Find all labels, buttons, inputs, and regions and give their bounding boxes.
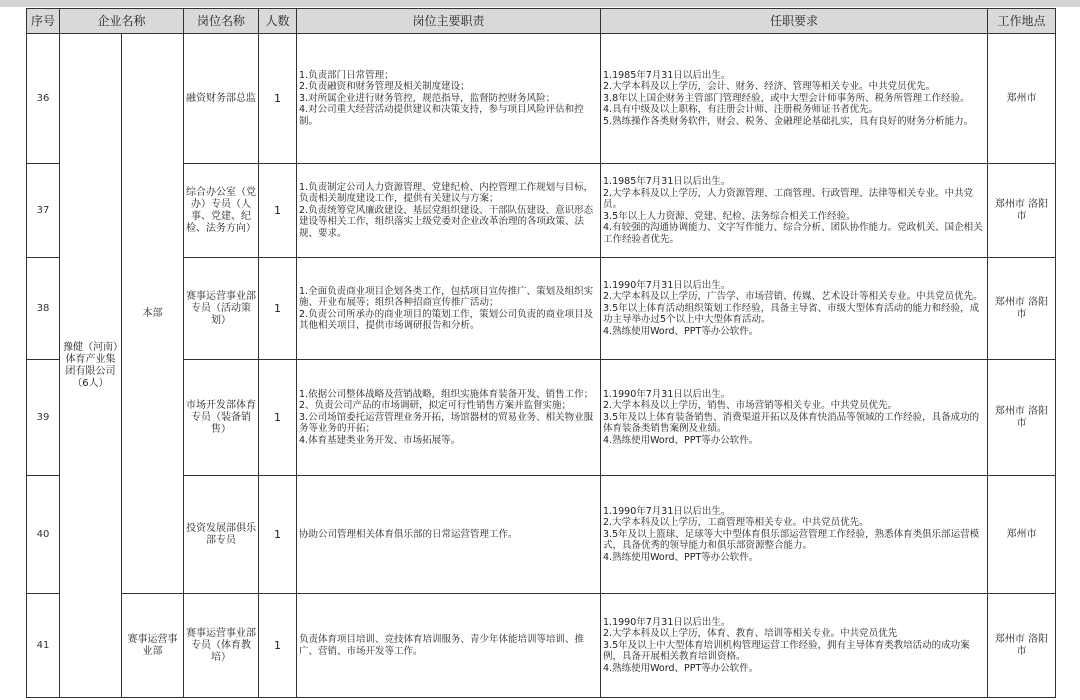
duty-line: 4.体育基建类业务开发、市场拓展等。 bbox=[299, 434, 461, 446]
requirement-line: 5.熟练操作各类财务软件，财会、税务、金融理论基础扎实，具有良好的财务分析能力。 bbox=[603, 115, 974, 127]
requirement-line: 2.大学本科及以上学历，体育、教育、培训等相关专业。中共党员优先 bbox=[603, 628, 898, 640]
requirement-line: 4.熟练使用Word、PPT等办公软件。 bbox=[603, 325, 759, 337]
duties-cell bbox=[297, 34, 601, 164]
duties-cell bbox=[297, 476, 601, 594]
requirements-cell bbox=[601, 258, 988, 360]
requirement-line: 1.1985年7月31日以后出生。 bbox=[603, 176, 731, 187]
count-cell: 1 bbox=[259, 476, 297, 594]
requirement-line: 4.熟练使用Word、PPT等办公软件。 bbox=[603, 662, 759, 674]
duty-line: 协助公司管理相关体育俱乐部的日常运营管理工作。 bbox=[299, 528, 518, 540]
requirement-line: 1.1985年7月31日以后出生。 bbox=[603, 69, 731, 81]
header-company: 企业名称 bbox=[60, 9, 184, 34]
header-row bbox=[27, 9, 1056, 34]
duty-line: 3.公司场馆委托运营管理业务开拓，场馆器材的贸易业务、相关物业服务等业务的开拓； bbox=[299, 411, 594, 435]
requirements-cell bbox=[601, 164, 988, 258]
requirement-line: 2.大学本科及以上学历，工商管理等相关专业。中共党员优先。 bbox=[603, 517, 869, 529]
header-duties: 岗位主要职责 bbox=[297, 9, 601, 34]
position-cell: 赛事运营事业部专员（体育教培） bbox=[184, 594, 259, 698]
department-main-cell: 本部 bbox=[122, 34, 184, 594]
count-cell: 1 bbox=[259, 594, 297, 698]
position-cell: 赛事运营事业部专员（活动策划） bbox=[184, 258, 259, 360]
seq-cell: 37 bbox=[27, 164, 60, 258]
requirement-line: 3.5年及以上中大型体育培训机构管理运营工作经验，拥有主导体育类教培活动的成功案例，具备开展相关教育培训资格。 bbox=[603, 639, 970, 663]
table-row bbox=[27, 34, 1056, 164]
requirements-cell bbox=[601, 360, 988, 476]
header-requirements: 任职要求 bbox=[601, 9, 988, 34]
requirement-line: 1.1990年7月31日以后出生。 bbox=[603, 616, 731, 628]
requirement-line: 2.大学本科及以上学历，会计、财务、经济、管理等相关专业。中共党员优先。 bbox=[603, 81, 936, 93]
header-count: 人数 bbox=[259, 9, 297, 34]
seq-cell: 40 bbox=[27, 476, 60, 594]
count-cell: 1 bbox=[259, 258, 297, 360]
duty-line: 3.对所属企业进行财务管控，规范指导，监督防控财务风险； bbox=[299, 92, 556, 104]
location-cell: 郑州市 洛阳市 bbox=[988, 164, 1056, 258]
location-cell: 郑州市 bbox=[988, 476, 1056, 594]
duties-cell bbox=[297, 594, 601, 698]
position-cell: 市场开发部体育专员（装备销售） bbox=[184, 360, 259, 476]
requirement-line: 2.大学本科及以上学历，人力资源管理、工商管理、行政管理、法律等相关专业。中共党员。 bbox=[603, 187, 974, 210]
duty-line: 1.全面负责商业项目企划各类工作，包括项目宣传推广、策划及组织实施、开业布展等；组织各种招商宣传推广活动； bbox=[299, 285, 594, 308]
requirement-line: 1.1990年7月31日以后出生。 bbox=[603, 505, 731, 517]
header-position: 岗位名称 bbox=[184, 9, 259, 34]
duty-line: 4.对公司重大经营活动提供建议和决策支持，参与项目风险评估和控制。 bbox=[299, 104, 584, 127]
count-cell: 1 bbox=[259, 360, 297, 476]
header-seq: 序号 bbox=[27, 9, 60, 34]
requirement-line: 3.5年以上人力资源、党建、纪检、法务综合相关工作经验。 bbox=[603, 210, 856, 222]
requirement-line: 1.1990年7月31日以后出生。 bbox=[603, 388, 731, 400]
seq-cell: 38 bbox=[27, 258, 60, 360]
top-bar bbox=[0, 0, 1080, 7]
company-name-cell: 豫健（河南）体育产业集团有限公司（6人） bbox=[60, 34, 122, 698]
requirement-line: 4.熟练使用Word、PPT等办公软件。 bbox=[603, 434, 759, 446]
position-cell: 融资财务部总监 bbox=[184, 34, 259, 164]
requirement-line: 3.5年以上体育活动组织策划工作经验，具备主导省、市级大型体育活动的能力和经验，成功主导举办过5个以上中大型体育活动。 bbox=[603, 302, 980, 326]
requirement-line: 2.大学本科及以上学历，销售、市场营销等相关专业。中共党员优先。 bbox=[603, 400, 898, 412]
requirement-line: 3.5年及以上体育装备销售、消费渠道开拓以及体育快消品等领域的工作经验，具备成功的体育装备类销售案例及业绩。 bbox=[603, 411, 980, 435]
duty-line: 1.负责部门日常管理； bbox=[299, 69, 394, 81]
count-cell: 1 bbox=[259, 34, 297, 164]
count-cell: 1 bbox=[259, 164, 297, 258]
duty-line: 2.负责公司所承办的商业项目的策划工作，策划公司负责的商业项目及其他相关项目，提供市场调研报告和分析。 bbox=[299, 308, 594, 331]
requirements-cell bbox=[601, 476, 988, 594]
location-cell: 郑州市 洛阳市 bbox=[988, 594, 1056, 698]
location-cell: 郑州市 洛阳市 bbox=[988, 258, 1056, 360]
requirement-line: 4.熟练使用Word、PPT等办公软件。 bbox=[603, 551, 759, 563]
duty-line: 2.负责统筹党风廉政建设、基层党组织建设、干部队伍建设、意识形态建设等相关工作，组织落实上级党委对企业改革治理的各项政策、法规、要求。 bbox=[299, 204, 594, 239]
department-events-cell: 赛事运营事业部 bbox=[122, 594, 184, 698]
requirement-line: 4.具有中级及以上职称，有注册会计师、注册税务师证书者优先。 bbox=[603, 104, 879, 116]
requirements-cell bbox=[601, 34, 988, 164]
duty-line: 2、负责公司产品的市场调研，拟定可行性销售方案并监督实施； bbox=[299, 400, 572, 412]
duty-line: 1.依据公司整体战略及营销战略，组织实施体育装备开发、销售工作； bbox=[299, 388, 594, 400]
seq-cell: 36 bbox=[27, 34, 60, 164]
seq-cell: 41 bbox=[27, 594, 60, 698]
location-cell: 郑州市 洛阳市 bbox=[988, 360, 1056, 476]
location-cell: 郑州市 bbox=[988, 34, 1056, 164]
position-cell: 综合办公室（党办）专员（人事、党建、纪检、法务方向） bbox=[184, 164, 259, 258]
requirement-line: 3.8年以上国企财务主管部门管理经验，或中大型会计师事务所、税务所管理工作经验。 bbox=[603, 92, 970, 104]
header-location: 工作地点 bbox=[988, 9, 1056, 34]
requirement-line: 3.5年及以上篮球、足球等大中型体育俱乐部运营管理工作经验，熟悉体育类俱乐部运营模式，具备优秀的领导能力和俱乐部资源整合能力。 bbox=[603, 528, 980, 552]
duty-line: 负责体育项目培训、竞技体育培训服务、青少年体能培训等培训、推广、营销、市场开发等工作。 bbox=[299, 634, 585, 657]
requirement-line: 2.大学本科及以上学历，广告学、市场营销、传媒、艺术设计等相关专业。中共党员优先。 bbox=[603, 291, 983, 303]
duty-line: 1.负责制定公司人力资源管理、党建纪检、内控管理工作规划与目标，负责相关制度建设工作，提供有关建议与方案； bbox=[299, 181, 594, 205]
duties-cell bbox=[297, 360, 601, 476]
duties-cell bbox=[297, 164, 601, 258]
duties-cell bbox=[297, 258, 601, 360]
table-row bbox=[27, 594, 1056, 698]
seq-cell: 39 bbox=[27, 360, 60, 476]
duty-line: 2.负责融资和财务管理及相关制度建设； bbox=[299, 81, 470, 93]
position-cell: 投资发展部俱乐部专员 bbox=[184, 476, 259, 594]
recruitment-table bbox=[26, 8, 1056, 698]
requirements-cell bbox=[601, 594, 988, 698]
requirement-line: 1.1990年7月31日以后出生。 bbox=[603, 279, 731, 291]
requirement-line: 4.有较强的沟通协调能力、文字写作能力、综合分析、团队协作能力。党政机关、国企相关工作经验者优先。 bbox=[603, 222, 983, 245]
